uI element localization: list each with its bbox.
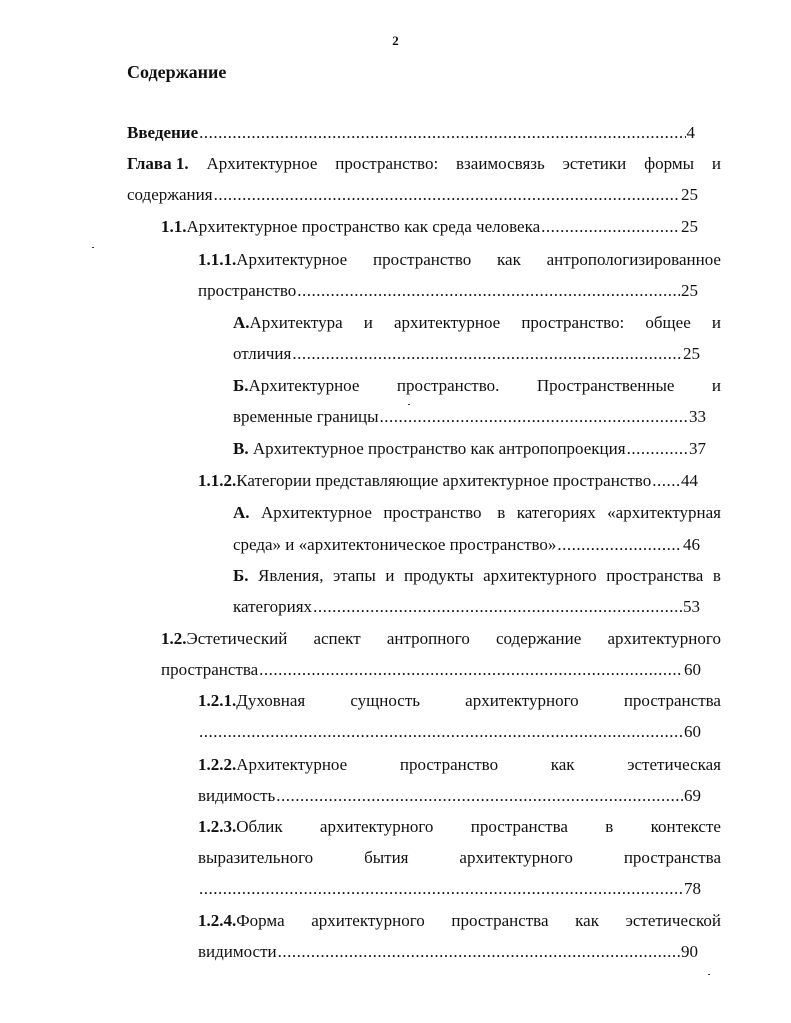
- toc-entry-text: Категории представляющие архитектурное пространство: [236, 471, 652, 490]
- toc-word: Форма: [236, 911, 285, 930]
- toc-page-number: 44: [681, 471, 698, 490]
- scan-speck: [408, 404, 410, 405]
- toc-entry-1-1-1: [198, 249, 721, 271]
- toc-word: категориях: [516, 503, 596, 522]
- toc-word: как: [497, 250, 521, 269]
- toc-entry-v-1: [233, 438, 706, 460]
- section-number: 1.2.1.: [198, 691, 237, 710]
- toc-word: эстетики: [562, 154, 627, 173]
- toc-page-number: 25: [681, 217, 698, 236]
- toc-page-number: 90: [681, 942, 698, 961]
- toc-entry-b-2: [233, 565, 721, 587]
- toc-entry-text: отличия: [233, 344, 292, 363]
- toc-page-number: 78: [684, 879, 701, 898]
- toc-page-number: 60: [684, 660, 701, 679]
- toc-word: Архитектурное: [236, 250, 348, 269]
- dot-leader: [199, 721, 683, 743]
- section-number: 1.1.: [161, 217, 187, 236]
- toc-word: содержание: [496, 629, 582, 648]
- toc-entry-text: Архитектурное пространство как среда человека: [186, 217, 541, 236]
- toc-word: пространства: [451, 911, 549, 930]
- toc-word: как: [550, 755, 575, 774]
- item-letter: Б.: [233, 566, 249, 585]
- toc-entry-chapter-1: [127, 153, 721, 175]
- section-number: 1.2.3.: [198, 817, 237, 836]
- toc-word: как: [575, 911, 599, 930]
- toc-word: и: [385, 566, 395, 585]
- toc-word: эстетическая: [627, 755, 721, 774]
- toc-entry-text: категориях: [233, 597, 313, 616]
- toc-entry-1-2-3: [198, 816, 721, 838]
- toc-entry-text: пространство: [198, 281, 297, 300]
- section-number: 1.1.1.: [198, 250, 237, 269]
- item-letter: А.: [233, 313, 250, 332]
- toc-entry-text: временные границы: [233, 407, 379, 426]
- page-title: Содержание: [127, 62, 227, 82]
- toc-entry-b-1-continuation: [233, 406, 706, 428]
- toc-entry-1-2-1: [198, 690, 721, 712]
- section-number: 1.2.: [161, 629, 187, 648]
- toc-word: сущность: [350, 691, 421, 710]
- toc-word: и: [363, 313, 373, 332]
- toc-word: формы: [644, 154, 695, 173]
- dot-leader: [541, 216, 680, 238]
- toc-entry-1-2-1-continuation: [198, 721, 701, 743]
- toc-word: Архитектура: [249, 313, 343, 332]
- toc-word: антропологизированное: [546, 250, 721, 269]
- dot-leader: [278, 941, 680, 963]
- dot-leader: [652, 470, 680, 492]
- dot-leader: [313, 596, 682, 618]
- toc-entry-intro: [127, 122, 695, 144]
- toc-entry-1-2-3-line-2: [198, 847, 721, 869]
- toc-word: архитектурного: [311, 911, 425, 930]
- toc-page-number: 33: [689, 407, 706, 426]
- toc-page-number: 53: [683, 597, 700, 616]
- toc-entry-b-2-continuation: [233, 596, 700, 618]
- dot-leader: [199, 122, 685, 144]
- toc-entry-1-2-4: [198, 910, 721, 932]
- toc-entry-1-1-2: [198, 470, 698, 492]
- toc-word: пространство.: [396, 376, 500, 395]
- toc-word: аспект: [313, 629, 361, 648]
- toc-entry-a-2: [233, 502, 721, 524]
- toc-word: пространство: [373, 250, 472, 269]
- dot-leader: [557, 534, 682, 556]
- toc-word: архитектурного: [465, 691, 579, 710]
- toc-entry-text: видимости: [198, 942, 277, 961]
- toc-entry-text: видимость: [198, 786, 276, 805]
- dot-leader: [627, 438, 688, 460]
- toc-entry-1-2-4-continuation: [198, 941, 698, 963]
- toc-word: архитектурное: [394, 313, 501, 332]
- toc-word: Явления,: [258, 566, 324, 585]
- toc-entry-1-1-1-continuation: [198, 280, 698, 302]
- toc-word: пространство:: [521, 313, 625, 332]
- toc-entry-a-2-continuation: [233, 534, 700, 556]
- toc-word: Пространственные: [536, 376, 675, 395]
- toc-word: Архитектурное: [248, 376, 360, 395]
- toc-entry-1-2-3-continuation: [198, 878, 701, 900]
- toc-word: архитектурного: [607, 629, 721, 648]
- toc-word: пространства: [470, 817, 568, 836]
- toc-page-number: 25: [683, 344, 700, 363]
- toc-word: Облик: [236, 817, 283, 836]
- toc-entry-text: среда» и «архитектоническое пространство»: [233, 535, 557, 554]
- dot-leader: [199, 878, 683, 900]
- page-number: 2: [392, 33, 399, 48]
- toc-entry-b-1: [233, 375, 721, 397]
- toc-word: и: [711, 313, 721, 332]
- toc-entry-1-2-continuation: [161, 659, 701, 681]
- toc-entry-1-1: [161, 216, 698, 238]
- toc-word: Эстетический: [186, 629, 288, 648]
- chapter-label: Глава 1.: [127, 154, 189, 173]
- toc-entry-a-1: [233, 312, 721, 334]
- toc-word: архитектурного: [459, 848, 573, 867]
- toc-page-number: 60: [684, 722, 701, 741]
- toc-entry-1-2-2-continuation: [198, 785, 701, 807]
- item-letter: Б.: [233, 376, 249, 395]
- toc-word: этапы: [333, 566, 376, 585]
- toc-word: антропного: [386, 629, 470, 648]
- section-number: 1.1.2.: [198, 471, 237, 490]
- toc-entry-1-2-2: [198, 754, 721, 776]
- toc-word: в: [492, 503, 506, 522]
- item-letter: В.: [233, 439, 249, 458]
- toc-word: Архитектурное: [236, 755, 348, 774]
- toc-word: Архитектурное: [260, 503, 372, 522]
- toc-word: пространство: [383, 503, 482, 522]
- section-number: 1.2.2.: [198, 755, 237, 774]
- toc-word: пространство: [399, 755, 499, 774]
- toc-entry-1-2: [161, 628, 721, 650]
- toc-word: Духовная: [236, 691, 306, 710]
- toc-page-number: 25: [681, 185, 698, 204]
- toc-page-number: 25: [681, 281, 698, 300]
- toc-entry-text: содержания: [127, 185, 213, 204]
- toc-word: выразительного: [198, 848, 314, 867]
- dot-leader: [259, 659, 683, 681]
- toc-word: пространства: [623, 691, 721, 710]
- toc-entry-text: Архитектурное пространство как антропопроекция: [248, 439, 626, 458]
- toc-word: эстетической: [625, 911, 721, 930]
- dot-leader: [276, 785, 683, 807]
- toc-page-number: 37: [689, 439, 706, 458]
- scan-speck: [708, 974, 710, 975]
- toc-entry-a-1-continuation: [233, 343, 700, 365]
- toc-word: и: [711, 154, 721, 173]
- item-letter: А.: [233, 503, 250, 522]
- toc-word: продукты: [403, 566, 474, 585]
- toc-page-number: 4: [686, 123, 695, 142]
- toc-word: и: [711, 376, 721, 395]
- toc-word: общее: [645, 313, 691, 332]
- toc-page-number: 69: [684, 786, 701, 805]
- dot-leader: [292, 343, 682, 365]
- toc-word: Архитектурное: [206, 154, 318, 173]
- toc-entry-label: Введение: [127, 123, 199, 142]
- toc-word: пространства: [623, 848, 721, 867]
- toc-word: пространства: [606, 566, 704, 585]
- toc-word: взаимосвязь: [456, 154, 545, 173]
- section-number: 1.2.4.: [198, 911, 237, 930]
- toc-word: контексте: [650, 817, 721, 836]
- toc-entry-chapter-1-continuation: [127, 184, 698, 206]
- toc-word: в: [605, 817, 614, 836]
- toc-page-number: 46: [683, 535, 700, 554]
- toc-word: архитектурного: [483, 566, 597, 585]
- dot-leader: [297, 280, 680, 302]
- toc-word: пространство:: [335, 154, 439, 173]
- dot-leader: [380, 406, 688, 428]
- scan-speck: [92, 247, 94, 248]
- toc-word: в: [712, 566, 721, 585]
- toc-word: архитектурного: [319, 817, 434, 836]
- toc-entry-text: пространства: [161, 660, 259, 679]
- toc-word: бытия: [364, 848, 409, 867]
- toc-word: «архитектурная: [607, 503, 721, 522]
- dot-leader: [214, 184, 680, 206]
